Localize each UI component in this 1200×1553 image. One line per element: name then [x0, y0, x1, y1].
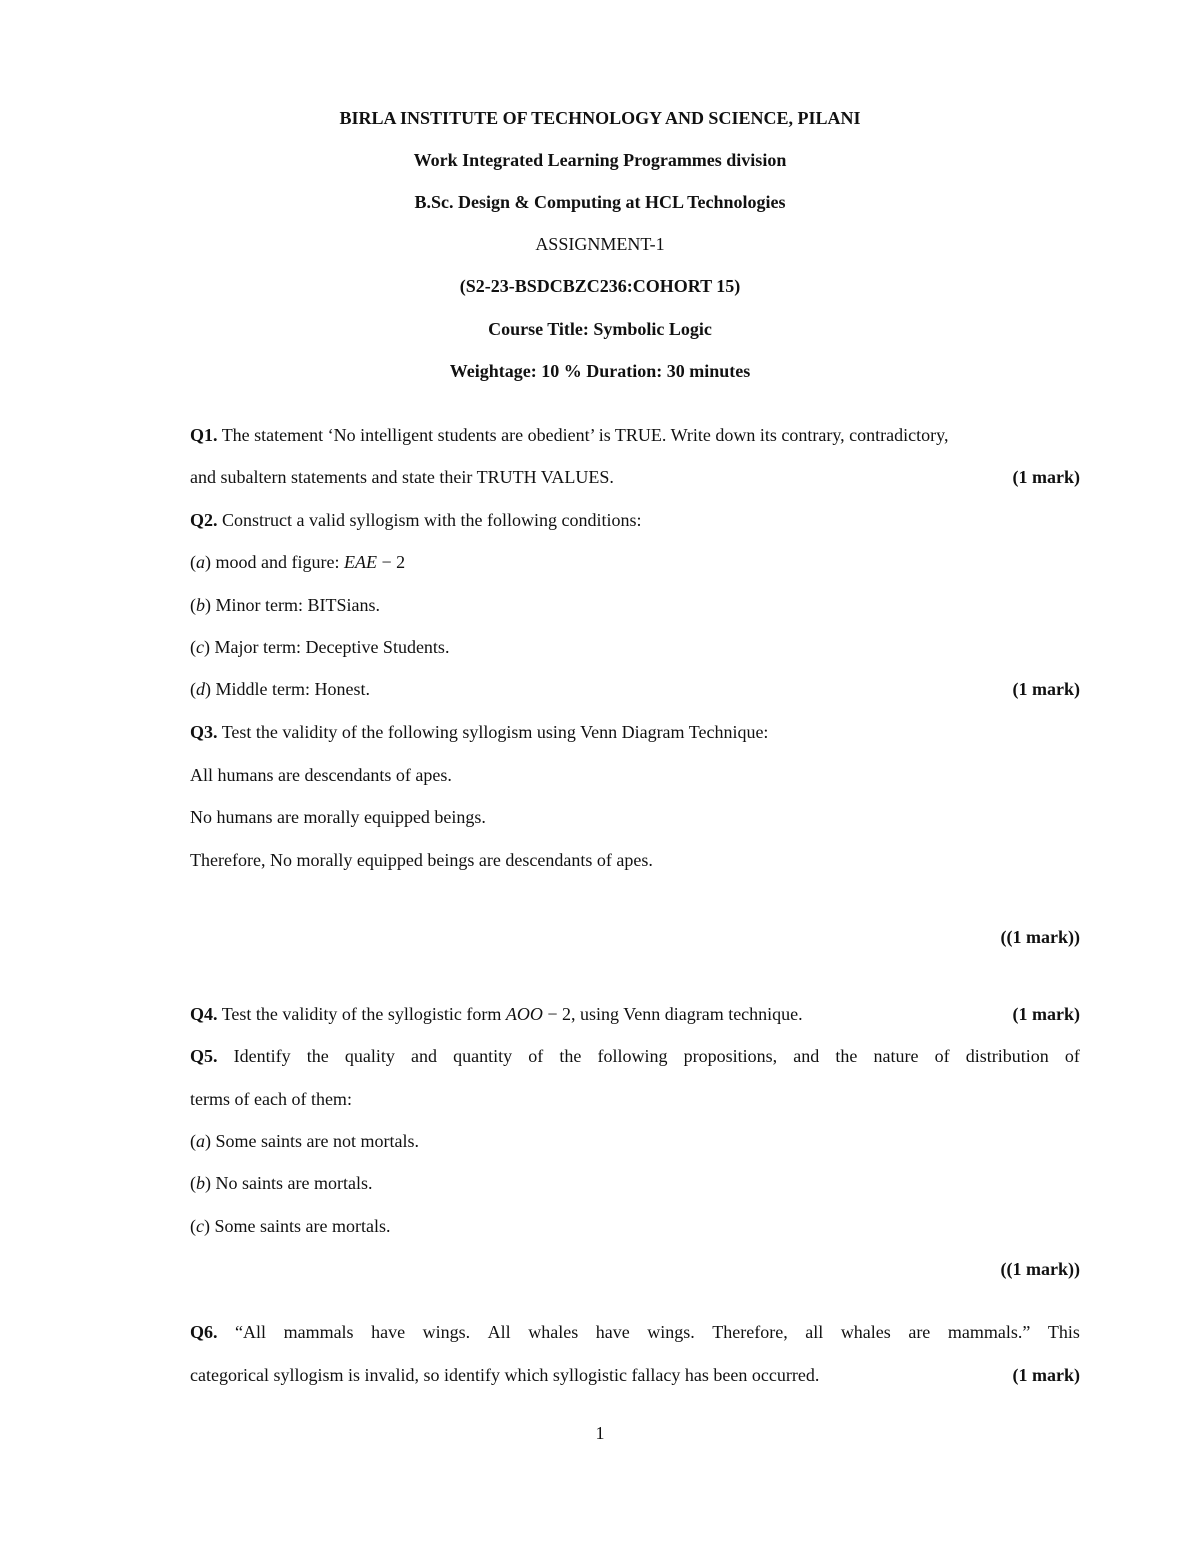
q2-item-c: (c) Major term: Deceptive Students. [190, 637, 450, 657]
weightage-duration: Weightage: 10 % Duration: 30 minutes [449, 361, 751, 381]
q2-item-b: (b) Minor term: BITSians. [190, 595, 380, 615]
q6-line2: categorical syllogism is invalid, so identify which syllogistic fallacy has been occurred. [190, 1365, 820, 1385]
q4-text: Q4. Test the validity of the syllogistic form AOO − 2, using Venn diagram technique. [190, 1004, 803, 1024]
q5-line2: terms of each of them: [190, 1089, 352, 1109]
assignment-title: ASSIGNMENT-1 [535, 234, 665, 254]
q2-intro: Q2. Construct a valid syllogism with the following conditions: [190, 510, 642, 530]
q3-intro: Q3. Test the validity of the following syllogism using Venn Diagram Technique: [190, 722, 769, 742]
q3-premise-1: All humans are descendants of apes. [190, 765, 452, 785]
division-name: Work Integrated Learning Programmes division [413, 150, 787, 170]
q1-marks: (1 mark) [1012, 467, 1080, 487]
q5-marks: ((1 mark)) [1000, 1259, 1080, 1279]
q4-marks: (1 mark) [1012, 1004, 1080, 1024]
q5-item-a: (a) Some saints are not mortals. [190, 1131, 419, 1151]
q1-label: Q1. [190, 425, 218, 445]
page-number: 1 [595, 1423, 605, 1443]
q3-marks: ((1 mark)) [1000, 927, 1080, 947]
q4-label: Q4. [190, 1004, 218, 1024]
q1-line2: and subaltern statements and state their TRUTH VALUES. [190, 467, 614, 487]
q2-item-d: (d) Middle term: Honest. [190, 679, 370, 699]
q2-marks: (1 mark) [1012, 679, 1080, 699]
q5-item-b: (b) No saints are mortals. [190, 1173, 373, 1193]
institute-name: BIRLA INSTITUTE OF TECHNOLOGY AND SCIENCE, PILANI [339, 108, 861, 128]
q5-item-c: (c) Some saints are mortals. [190, 1216, 391, 1236]
course-code: (S2-23-BSDCBZC236:COHORT 15) [459, 276, 741, 296]
q6-marks: (1 mark) [1012, 1365, 1080, 1385]
q6-line1: Q6. “All mammals have wings. All whales have wings. Therefore, all whales are mammals.” This [190, 1322, 1080, 1342]
program-name: B.Sc. Design & Computing at HCL Technologies [414, 192, 786, 212]
course-title: Course Title: Symbolic Logic [488, 319, 712, 339]
q2-label: Q2. [190, 510, 218, 530]
q1-line1 [190, 424, 948, 446]
q5-line1: Q5. Identify the quality and quantity of the following propositions, and the nature of distribution of [190, 1046, 1080, 1066]
q3-conclusion: Therefore, No morally equipped beings are descendants of apes. [190, 850, 653, 870]
q3-premise-2: No humans are morally equipped beings. [190, 807, 486, 827]
q3-label: Q3. [190, 722, 218, 742]
q2-item-a: (a) mood and figure: EAE − 2 [190, 552, 406, 572]
q1-text: The statement ‘No intelligent students are obedient’ is TRUE. Write down its contrary, contradictory, [217, 425, 949, 445]
